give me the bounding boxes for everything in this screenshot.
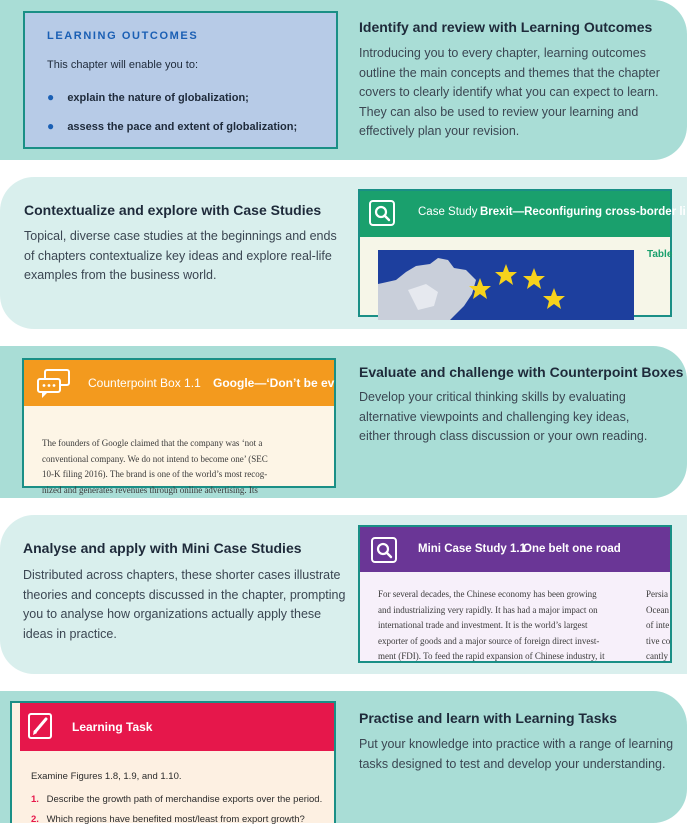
section-counterpoint: [0, 346, 687, 498]
learning-outcome-item: ● assess the pace and extent of globalization;: [47, 119, 298, 133]
mini-case-text: For several decades, the Chinese economy has been growing and industrializing very rapidly. It has had a major impact on international trade and investment. It is the world’s largest exporter of goods and a major source of foreign direct invest- ment (FDI). To feed the rapid expansion of Chinese industry, it: [378, 589, 605, 661]
counterpoint-label: Counterpoint Box 1.1: [88, 376, 201, 390]
learning-outcome-item: ● explain the nature of globalization;: [47, 90, 249, 104]
counterpoint-text: The founders of Google claimed that the company was ‘not a conventional company. We do not intend to become one’ (SEC 10-K filing 2016). The brand is one of the world’s most recog- nized and generates revenues through online advertising. Its: [42, 438, 268, 495]
section-learning-tasks: [0, 691, 687, 823]
case-study-header: [360, 191, 686, 237]
learning-task-box: [10, 701, 336, 823]
speech-bubbles-icon: [36, 368, 72, 400]
learning-outcomes-title: LEARNING OUTCOMES: [47, 30, 199, 42]
case-study-title: Brexit—Reconfiguring cross-border li: [480, 206, 686, 218]
section-body: Develop your critical thinking skills by evaluating alternative viewpoints and challenging key ideas, either through class discussion or your own reading.: [359, 390, 648, 444]
mini-case-box: [358, 525, 672, 663]
learning-task-intro: Examine Figures 1.8, 1.9, and 1.10.: [31, 771, 182, 782]
section-body: Distributed across chapters, these shorter cases illustrate theories and concepts discussed in the chapter, prompting you to analyse how organizations actually apply these ideas in practice.: [23, 568, 346, 641]
learning-task-title: Learning Task: [72, 720, 153, 734]
section-learning-outcomes: [0, 0, 687, 160]
mini-case-header: [360, 527, 670, 572]
bullet-icon: ●: [47, 90, 55, 104]
case-study-label: Case Study: [418, 206, 478, 218]
section-body: Put your knowledge into practice with a range of learning tasks designed to test and develop your understanding.: [359, 737, 674, 771]
section-heading: Evaluate and challenge with Counterpoint Boxes: [359, 364, 684, 380]
section-heading: Practise and learn with Learning Tasks: [359, 710, 618, 726]
section-body: Topical, diverse case studies at the beginnings and ends of chapters contextualize key ideas and explore real-life examples from the business world.: [24, 229, 337, 283]
case-study-table-label: Table: [647, 249, 673, 260]
counterpoint-box: [22, 358, 336, 495]
section-mini-case-studies: [0, 515, 687, 674]
pencil-icon: [28, 713, 52, 739]
learning-task-item: 2. Which regions have benefited most/least from export growth?: [31, 814, 305, 825]
section-heading: Contextualize and explore with Case Studies: [24, 202, 322, 218]
mini-case-label: Mini Case Study 1.1: [418, 543, 527, 555]
learning-outcomes-box: [23, 11, 338, 149]
counterpoint-title: Google—‘Don’t be ev: [213, 376, 335, 390]
search-icon: [369, 200, 395, 226]
mini-case-side-text: Persia Ocean of inte tive co cantly: [646, 589, 671, 661]
section-body: Introducing you to every chapter, learning outcomes outline the main concepts and themes that the chapter covers to clearly identify what you can expect to learn. They can also be used to review your learning and effectively plan your revision.: [359, 46, 660, 139]
case-study-box: [358, 189, 686, 317]
counterpoint-header: [24, 360, 334, 406]
search-icon: [371, 537, 397, 563]
section-heading: Analyse and apply with Mini Case Studies: [23, 540, 302, 556]
learning-outcomes-intro: This chapter will enable you to:: [47, 59, 199, 71]
section-heading: Identify and review with Learning Outcomes: [359, 19, 653, 35]
learning-task-header: [20, 703, 334, 751]
learning-task-item: 1. Describe the growth path of merchandise exports over the period.: [31, 794, 323, 805]
bullet-icon: ●: [47, 119, 55, 133]
mini-case-title: One belt one road: [523, 543, 621, 555]
case-study-image: [378, 250, 634, 320]
section-case-studies: [0, 177, 687, 329]
